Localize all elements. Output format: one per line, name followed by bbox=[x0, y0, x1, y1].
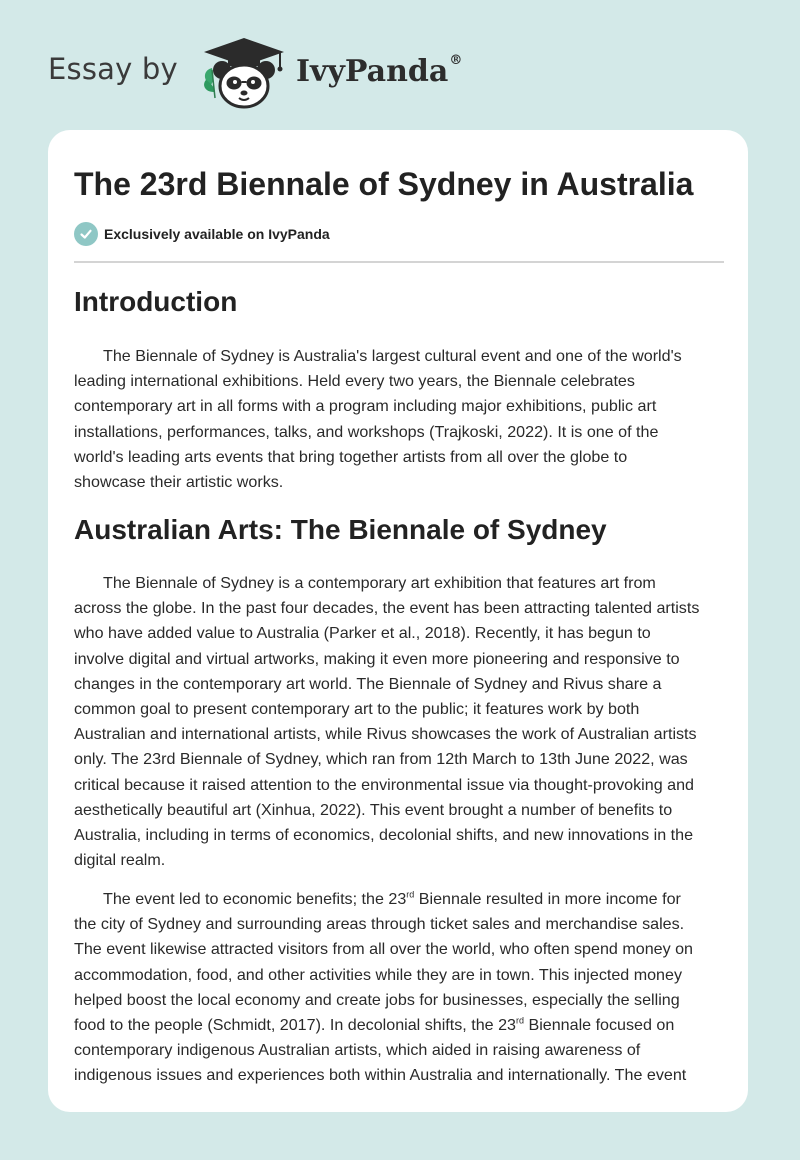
check-icon bbox=[74, 222, 98, 246]
brand-text: IvyPanda bbox=[296, 54, 449, 89]
page-title: The 23rd Biennale of Sydney in Australia bbox=[74, 166, 694, 202]
paragraph-introduction: The Biennale of Sydney is Australia's largest cultural event and one of the world's leading international exhibitions. Held every two years, the Biennale celebrates contemporary art in all forms with a program including major exhibitions, public art installations, performances, talks, and workshops (Trajkoski, 2022). It is one of the world's leading arts events that bring together artists from all over the globe to showcase their artistic works. bbox=[74, 347, 682, 492]
essay-card bbox=[48, 130, 748, 1112]
paragraph-part-a: The event led to economic benefits; the 23 bbox=[103, 890, 407, 908]
paragraph-part-b: Biennale resulted in more income for the city of Sydney and surrounding areas through ticket sales and merchandise sales. The event likewise attracted visitors from all over the world, who often spend money on accommodation, food, and other activities while they are in town. This injected money helped boost the local economy and create jobs for businesses, especially the selling food to the people (Schmidt, 2017). In decolonial shifts, the 23 bbox=[74, 890, 694, 1035]
paragraph-part-c: Biennale focused on contemporary indigenous Australian artists, which aided in raising awareness of indigenous issues and experiences both within Australia and internationally. The event bbox=[74, 1016, 687, 1085]
essay-by-text: Essay by bbox=[48, 52, 178, 86]
section-heading-australian-arts: Australian Arts: The Biennale of Sydney bbox=[74, 514, 607, 545]
paragraph-australian-arts-2 bbox=[74, 887, 724, 1089]
site-header bbox=[0, 0, 800, 130]
section-heading-introduction: Introduction bbox=[74, 286, 238, 317]
exclusive-badge-label: Exclusively available on IvyPanda bbox=[104, 226, 330, 242]
brand-name[interactable] bbox=[296, 54, 462, 89]
ordinal-suffix: rd bbox=[406, 889, 415, 900]
ordinal-suffix: rd bbox=[515, 1015, 524, 1026]
paragraph-australian-arts-1: The Biennale of Sydney is a contemporary art exhibition that features art from across the globe. In the past four decades, the event has been attracting talented artists who have added value to Australia (Parker et al., 2018). Recently, it has begun to involve digital and virtual artworks, making it even more pioneering and responsive to changes in the contemporary art world. The Biennale of Sydney and Rivus share a common goal to present contemporary art to the public; it features work by both Australian and international artists, while Rivus showcases the work of Australian artists only. The 23rd Biennale of Sydney, which ran from 12th March to 13th June 2022, was critical because it raised attention to the environmental issue via thought-provoking and aesthetically beautiful art (Xinhua, 2022). This event brought a number of benefits to Australia, including in terms of economics, decolonial shifts, and new innovations in the digital realm. bbox=[74, 574, 700, 870]
panda-logo-icon[interactable] bbox=[196, 34, 292, 110]
registered-mark: ® bbox=[449, 53, 463, 68]
title-divider bbox=[74, 261, 724, 263]
exclusive-badge bbox=[74, 222, 330, 246]
